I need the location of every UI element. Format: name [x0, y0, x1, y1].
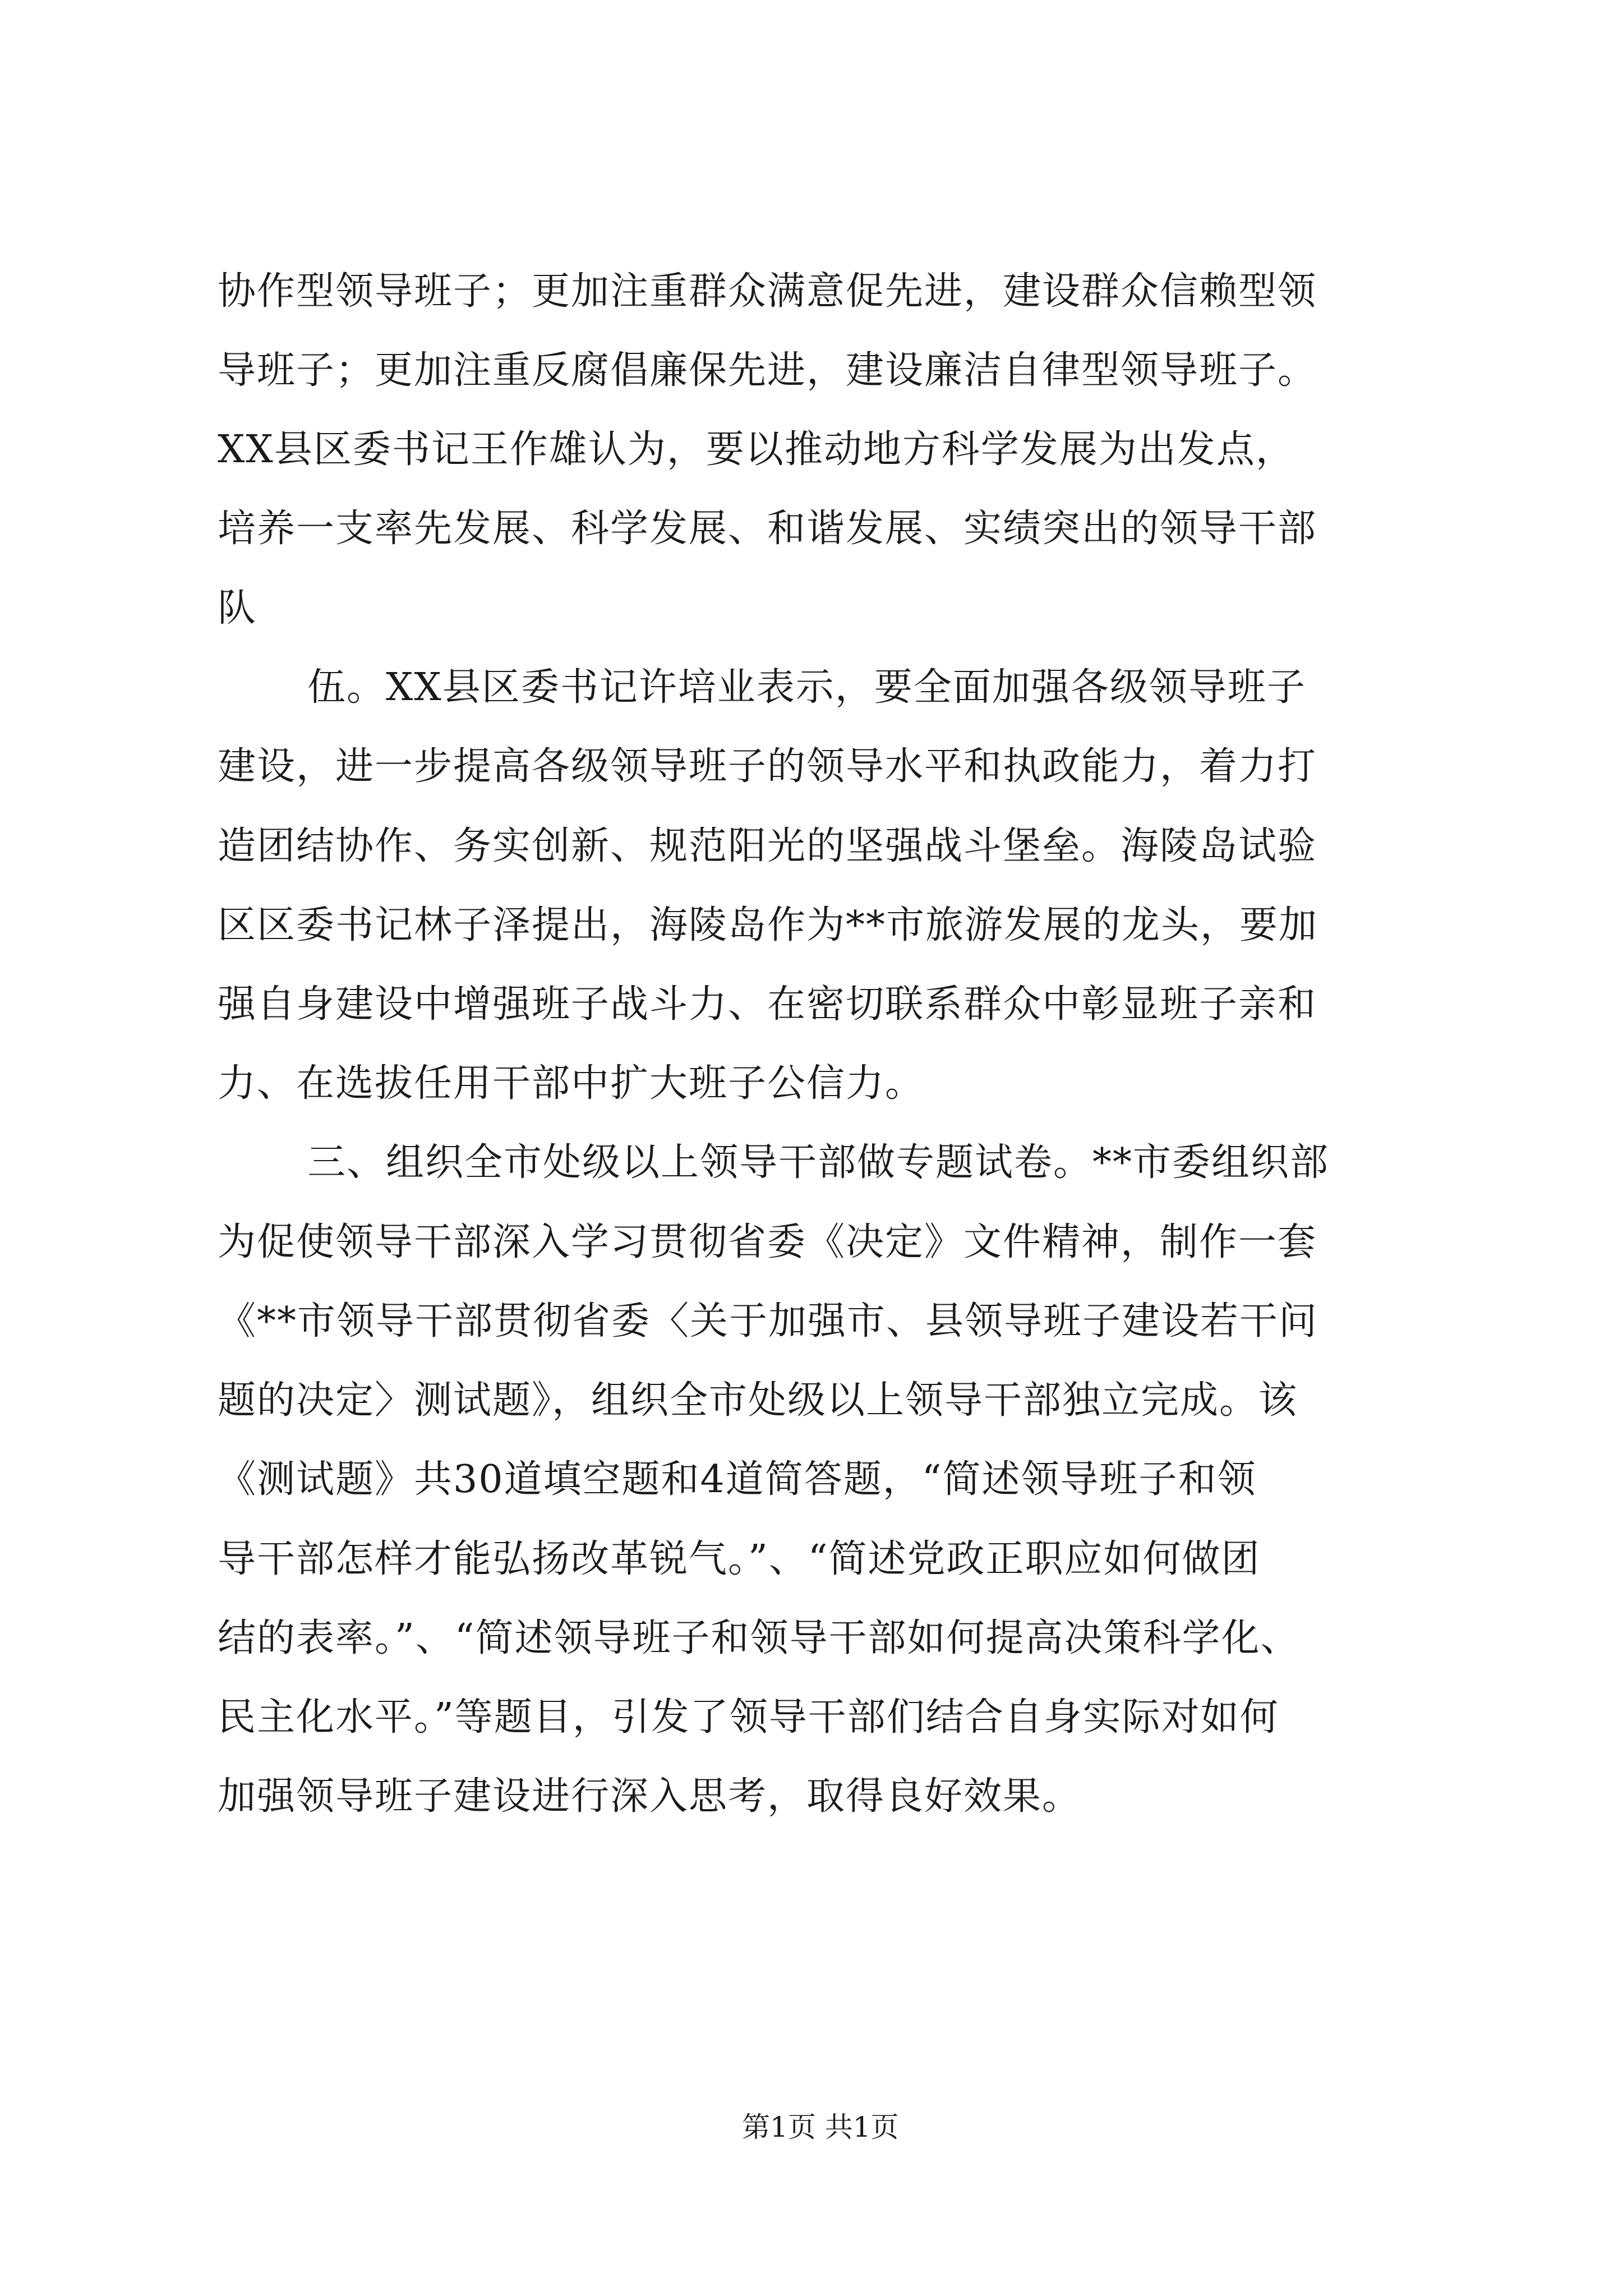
text-line: 队 [218, 586, 257, 631]
text-line: 为促使领导干部深入学习贯彻省委《决定》文件精神，制作一套 [218, 1220, 1317, 1264]
text-line: 结的表率。”、“简述领导班子和领导干部如何提高决策科学化、 [218, 1616, 1300, 1660]
text-line: 强自身建设中增强班子战斗力、在密切联系群众中彰显班子亲和 [218, 982, 1317, 1027]
text-line: 民主化水平。”等题目，引发了领导干部们结合自身实际对如何 [218, 1695, 1279, 1740]
text-line: 造团结协作、务实创新、规范阳光的坚强战斗堡垒。海陵岛试验 [218, 824, 1317, 868]
text-line: 建设，进一步提高各级领导班子的领导水平和执政能力，着力打 [218, 744, 1317, 789]
text-line: 三、组织全市处级以上领导干部做专题试卷。**市委组织部 [307, 1140, 1330, 1185]
text-line: XX县区委书记王作雄认为，要以推动地方科学发展为出发点， [218, 427, 1295, 472]
text-line: 协作型领导班子；更加注重群众满意促先进，建设群众信赖型领 [218, 269, 1317, 314]
text-line: 题的决定〉测试题》，组织全市处级以上领导干部独立完成。该 [218, 1378, 1298, 1423]
page-footer: 第1页 共1页 [742, 2111, 899, 2143]
text-line: 力、在选拔任用干部中扩大班子公信力。 [218, 1061, 925, 1106]
text-line: 区区委书记林子泽提出，海陵岛作为**市旅游发展的龙头，要加 [218, 903, 1318, 947]
text-line: 导班子；更加注重反腐倡廉保先进，建设廉洁自律型领导班子。 [218, 348, 1317, 393]
text-line: 伍。XX县区委书记许培业表示，要全面加强各级领导班子 [307, 665, 1306, 710]
text-line: 《测试题》共30道填空题和4道简答题，“简述领导班子和领 [218, 1457, 1257, 1502]
text-line: 培养一支率先发展、科学发展、和谐发展、实绩突出的领导干部 [218, 507, 1317, 551]
text-line: 加强领导班子建设进行深入思考，取得良好效果。 [218, 1774, 1082, 1819]
text-line: 导干部怎样才能弘扬改革锐气。”、“简述党政正职应如何做团 [218, 1537, 1261, 1581]
text-line: 《**市领导干部贯彻省委〈关于加强市、县领导班子建设若干问 [218, 1299, 1318, 1343]
